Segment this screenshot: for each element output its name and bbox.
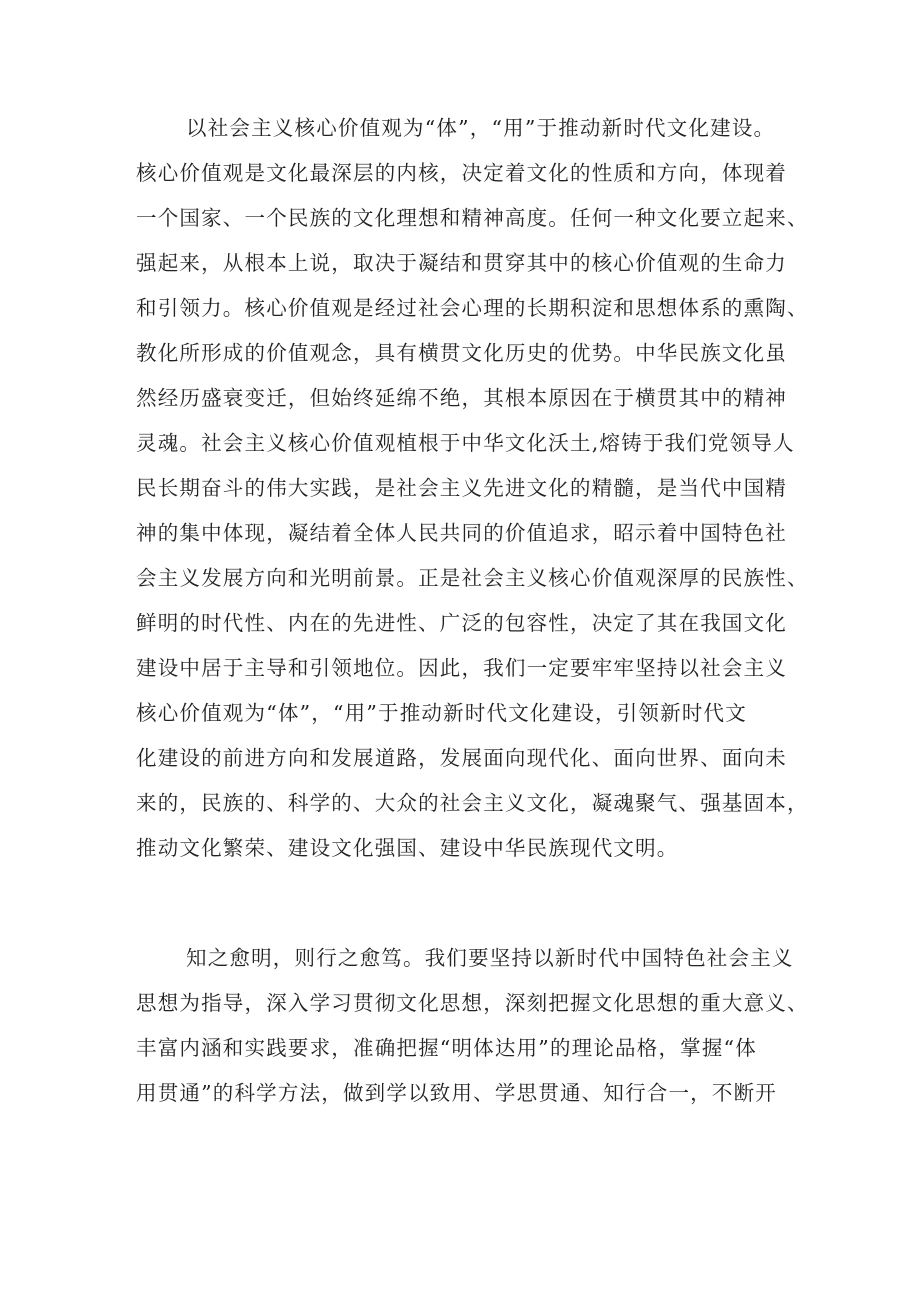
text-line: 教化所形成的价值观念，具有横贯文化历史的优势。中华民族文化虽 — [136, 341, 787, 365]
text-line: 思想为指导，深入学习贯彻文化思想，深刻把握文化思想的重大意义、 — [136, 991, 809, 1015]
text-line: 化建设的前进方向和发展道路，发展面向现代化、面向世界、面向未 — [136, 746, 787, 770]
text-line: 建设中居于主导和引领地位。因此，我们一定要牢牢坚持以社会主义 — [136, 656, 787, 680]
text-line: 民长期奋斗的伟大实践，是社会主义先进文化的精髓，是当代中国精 — [136, 476, 787, 500]
text-line: 鲜明的时代性、内在的先进性、广泛的包容性，决定了其在我国文化 — [136, 611, 787, 635]
text-line: 强起来，从根本上说，取决于凝结和贯穿其中的核心价值观的生命力 — [136, 251, 787, 275]
text-line: 灵魂。社会主义核心价值观植根于中华文化沃土,熔铸于我们党领导人 — [136, 431, 795, 455]
text-line: 来的，民族的、科学的、大众的社会主义文化，凝魂聚气、强基固本， — [136, 791, 809, 815]
text-line: 核心价值观是文化最深层的内核，决定着文化的性质和方向，体现着 — [136, 161, 787, 185]
text-line: 用贯通”的科学方法，做到学以致用、学思贯通、知行合一，不断开 — [136, 1081, 777, 1105]
text-line: 神的集中体现，凝结着全体人民共同的价值追求，昭示着中国特色社 — [136, 521, 787, 545]
text-line: 和引领力。核心价值观是经过社会心理的长期积淀和思想体系的熏陶、 — [136, 296, 809, 320]
text-line: 推动文化繁荣、建设文化强国、建设中华民族现代文明。 — [136, 836, 679, 860]
text-line: 以社会主义核心价值观为“体”，“用”于推动新时代文化建设。 — [186, 116, 776, 140]
text-line: 会主义发展方向和光明前景。正是社会主义核心价值观深厚的民族性、 — [136, 566, 809, 590]
text-line: 知之愈明，则行之愈笃。我们要坚持以新时代中国特色社会主义 — [186, 946, 794, 970]
text-line: 丰富内涵和实践要求，准确把握“明体达用”的理论品格，掌握“体 — [136, 1036, 757, 1060]
text-line: 核心价值观为“体”，“用”于推动新时代文化建设，引领新时代文 — [136, 701, 747, 725]
text-line: 一个国家、一个民族的文化理想和精神高度。任何一种文化要立起来、 — [136, 206, 809, 230]
text-line: 然经历盛衰变迁，但始终延绵不绝，其根本原因在于横贯其中的精神 — [136, 386, 787, 410]
